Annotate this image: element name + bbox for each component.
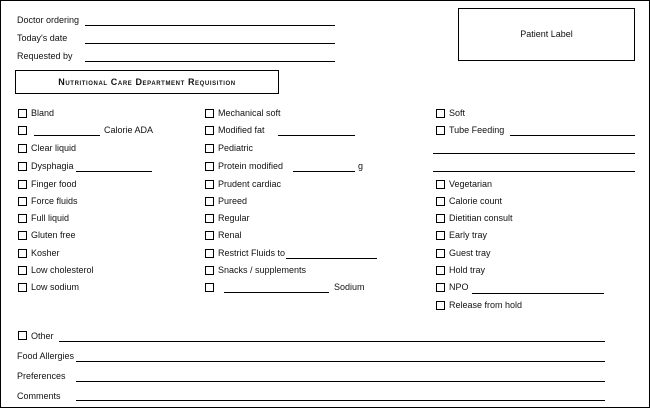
preferences-label: Preferences (17, 371, 66, 381)
guest-tray-checkbox[interactable] (436, 249, 445, 258)
mechanical-soft-label: Mechanical soft (218, 108, 281, 118)
prudent-cardiac-label: Prudent cardiac (218, 179, 282, 189)
mechanical-soft-checkbox[interactable] (205, 109, 214, 118)
calorie-count-checkbox[interactable] (436, 197, 445, 206)
protein-modified-checkbox[interactable] (205, 162, 214, 171)
pureed-checkbox[interactable] (205, 197, 214, 206)
low-sodium-checkbox[interactable] (18, 283, 27, 292)
sodium-checkbox[interactable] (205, 283, 214, 292)
other-label: Other (31, 331, 54, 341)
tube-feeding-field-2[interactable] (433, 153, 635, 154)
tube-feeding-label: Tube Feeding (449, 125, 505, 135)
snacks-checkbox[interactable] (205, 266, 214, 275)
clear-liquid-checkbox[interactable] (18, 144, 27, 153)
other-checkbox[interactable] (18, 331, 27, 340)
sodium-label: Sodium (334, 282, 365, 292)
vegetarian-label: Vegetarian (449, 179, 493, 189)
patient-label-box (458, 8, 635, 61)
doctor-ordering-label: Doctor ordering (17, 15, 80, 25)
calorie-count-label: Calorie count (449, 196, 503, 206)
food-allergies-field[interactable] (76, 361, 605, 362)
modified-fat-checkbox[interactable] (205, 126, 214, 135)
calorie-ada-field[interactable] (34, 135, 100, 136)
restrict-fluids-checkbox[interactable] (205, 249, 214, 258)
hold-tray-checkbox[interactable] (436, 266, 445, 275)
preferences-field[interactable] (76, 381, 605, 382)
dysphagia-checkbox[interactable] (18, 162, 27, 171)
regular-label: Regular (218, 213, 250, 223)
renal-label: Renal (218, 230, 242, 240)
release-from-hold-label: Release from hold (449, 300, 523, 310)
low-sodium-label: Low sodium (31, 282, 80, 292)
tube-feeding-field[interactable] (510, 135, 635, 136)
bland-label: Bland (31, 108, 55, 118)
renal-checkbox[interactable] (205, 231, 214, 240)
sodium-field[interactable] (224, 292, 329, 293)
gluten-free-checkbox[interactable] (18, 231, 27, 240)
calorie-ada-checkbox[interactable] (18, 126, 27, 135)
dysphagia-label: Dysphagia (31, 161, 74, 171)
release-from-hold-checkbox[interactable] (436, 301, 445, 310)
dietitian-consult-checkbox[interactable] (436, 214, 445, 223)
pediatric-checkbox[interactable] (205, 144, 214, 153)
regular-checkbox[interactable] (205, 214, 214, 223)
bland-checkbox[interactable] (18, 109, 27, 118)
restrict-fluids-label: Restrict Fluids to (218, 248, 286, 258)
force-fluids-checkbox[interactable] (18, 197, 27, 206)
patient-label-text: Patient Label (520, 29, 573, 39)
vegetarian-checkbox[interactable] (436, 180, 445, 189)
snacks-label: Snacks / supplements (218, 265, 307, 275)
todays-date-label: Today's date (17, 33, 68, 43)
full-liquid-label: Full liquid (31, 213, 70, 223)
form-title-box (15, 70, 279, 94)
tube-feeding-field-3[interactable] (433, 171, 635, 172)
modified-fat-label: Modified fat (218, 125, 265, 135)
kosher-checkbox[interactable] (18, 249, 27, 258)
npo-checkbox[interactable] (436, 283, 445, 292)
modified-fat-field[interactable] (278, 135, 355, 136)
force-fluids-label: Force fluids (31, 196, 78, 206)
finger-food-checkbox[interactable] (18, 180, 27, 189)
early-tray-label: Early tray (449, 230, 488, 240)
prudent-cardiac-checkbox[interactable] (205, 180, 214, 189)
low-cholesterol-checkbox[interactable] (18, 266, 27, 275)
food-allergies-label: Food Allergies (17, 351, 75, 361)
full-liquid-checkbox[interactable] (18, 214, 27, 223)
low-cholesterol-label: Low cholesterol (31, 265, 94, 275)
npo-label: NPO (449, 282, 469, 292)
hold-tray-label: Hold tray (449, 265, 486, 275)
finger-food-label: Finger food (31, 179, 77, 189)
early-tray-checkbox[interactable] (436, 231, 445, 240)
doctor-ordering-field[interactable] (85, 25, 335, 26)
protein-unit-label: g (358, 161, 364, 171)
gluten-free-label: Gluten free (31, 230, 76, 240)
protein-modified-label: Protein modified (218, 161, 284, 171)
restrict-fluids-field[interactable] (286, 258, 377, 259)
dietitian-consult-label: Dietitian consult (449, 213, 513, 223)
comments-field[interactable] (76, 400, 605, 401)
other-field[interactable] (59, 341, 605, 342)
comments-label: Comments (17, 391, 61, 401)
clear-liquid-label: Clear liquid (31, 143, 77, 153)
kosher-label: Kosher (31, 248, 60, 258)
protein-modified-field[interactable] (293, 171, 355, 172)
soft-checkbox[interactable] (436, 109, 445, 118)
form-title: Nutritional Care Department Requisition (58, 77, 236, 87)
npo-field[interactable] (472, 293, 604, 294)
dysphagia-field[interactable] (76, 171, 152, 172)
soft-label: Soft (449, 108, 466, 118)
calorie-ada-label: Calorie ADA (104, 125, 154, 135)
guest-tray-label: Guest tray (449, 248, 491, 258)
todays-date-field[interactable] (85, 43, 335, 44)
pureed-label: Pureed (218, 196, 248, 206)
requested-by-label: Requested by (17, 51, 73, 61)
pediatric-label: Pediatric (218, 143, 254, 153)
requested-by-field[interactable] (85, 61, 335, 62)
tube-feeding-checkbox[interactable] (436, 126, 445, 135)
